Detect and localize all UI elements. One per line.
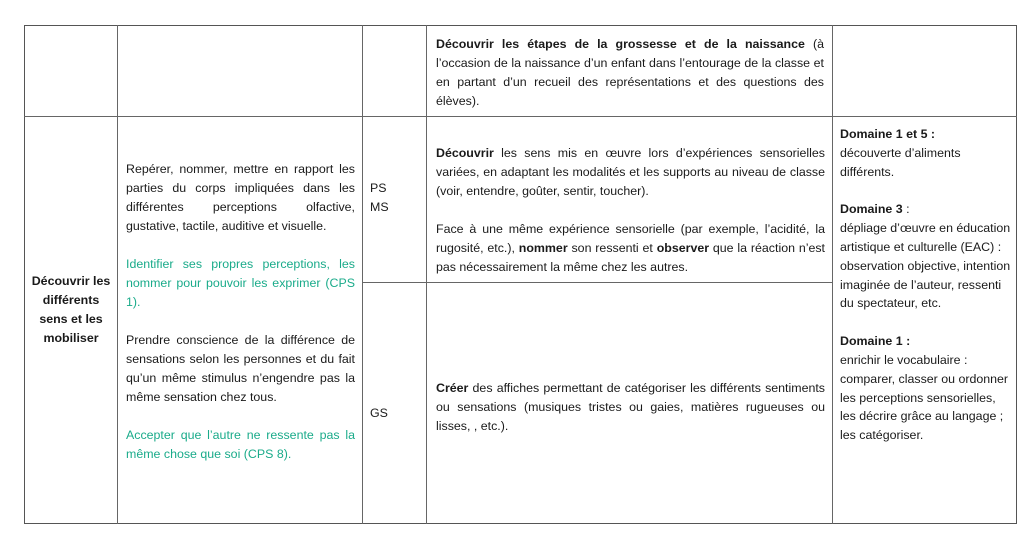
gs-activity-bold: Créer (436, 381, 469, 395)
psms-activity-observe (436, 220, 825, 277)
domain-title: Domaine 1 et 5 : (840, 127, 936, 141)
level-ms: MS (370, 200, 389, 214)
level-ps: PS (370, 181, 387, 195)
row1-activity (436, 35, 824, 111)
psms-activity-bold: Découvrir (436, 146, 494, 160)
level-gs: GS (370, 406, 388, 420)
psms-activity-text: que la réaction n’est pas nécessairement la même chez les autres. (436, 241, 825, 274)
level-ps-ms (370, 179, 420, 217)
objective-text: Repérer, nommer, mettre en rapport les parties du corps impliquées dans les différentes perceptions olfactive, gustative, tactile, auditive et visuelle. (126, 162, 355, 233)
row2-objectives (126, 160, 355, 464)
row2-title: Découvrir les différents sens et les mobiliser (31, 274, 111, 345)
row-divider (362, 282, 832, 283)
gs-activity (436, 379, 825, 436)
psms-activity-bold: nommer (518, 241, 568, 255)
psms-activity-discover (436, 144, 825, 201)
psms-activity-text: les sens mis en œuvre lors d’expériences sensorielles variées, en adaptant les modalités et les supports au niveau de classe (voir, entendre, goûter, sentir, toucher). (436, 146, 825, 198)
column-divider (362, 25, 363, 524)
column-divider (117, 25, 118, 524)
domain-text: découverte d’aliments différents. (840, 145, 961, 179)
domain-text: enrichir le vocabulaire : comparer, classer ou ordonner les perceptions sensorielles, les décrire grâce au langage ; les catégoriser. (840, 352, 1009, 443)
gs-activity-text: des affiches permettant de catégoriser les différents sentiments ou sensations (musiques tristes ou gaies, matières rugueuses ou lisses, , etc.). (436, 381, 825, 433)
column-divider (832, 25, 833, 524)
psms-activities (436, 144, 825, 277)
row1-activity-rest: (à l’occasion de la naissance d’un enfant dans l’entourage de la classe et en partant d’un recueil des représentations et des questions des élèves). (436, 37, 824, 108)
row-divider (24, 116, 1017, 117)
objective-text: Prendre conscience de la différence de sensations selon les personnes et du fait qu’un même stimulus n’engendre pas la même sensation chez tous. (126, 333, 355, 404)
psms-activity-bold: observer (656, 241, 710, 255)
row1-activity-bold: Découvrir les étapes de la grossesse et de la naissance (436, 37, 805, 51)
psms-activity-text: Face à une même expérience sensorielle (par exemple, l’acidité, la rugosité, etc.), (436, 222, 825, 255)
column-divider (426, 25, 427, 524)
psms-activity-text: son ressenti et (567, 241, 657, 255)
domain-title: Domaine 3 (840, 202, 903, 217)
domains (840, 125, 1012, 445)
domain-heading (840, 200, 1012, 219)
objective-cps1: Identifier ses propres perceptions, les nommer pour pouvoir les exprimer (CPS 1). (126, 257, 355, 309)
domain-text: dépliage d’œuvre en éducation artistique et culturelle (EAC) : observation objective, intention imaginée de l’auteur, ressenti du spectateur, etc. (840, 221, 1011, 311)
domain-title-suffix: : (902, 202, 910, 217)
objective-cps8: Accepter que l’autre ne ressente pas la même chose que soi (CPS 8). (126, 428, 355, 461)
domain-title: Domaine 1 : (840, 334, 911, 349)
